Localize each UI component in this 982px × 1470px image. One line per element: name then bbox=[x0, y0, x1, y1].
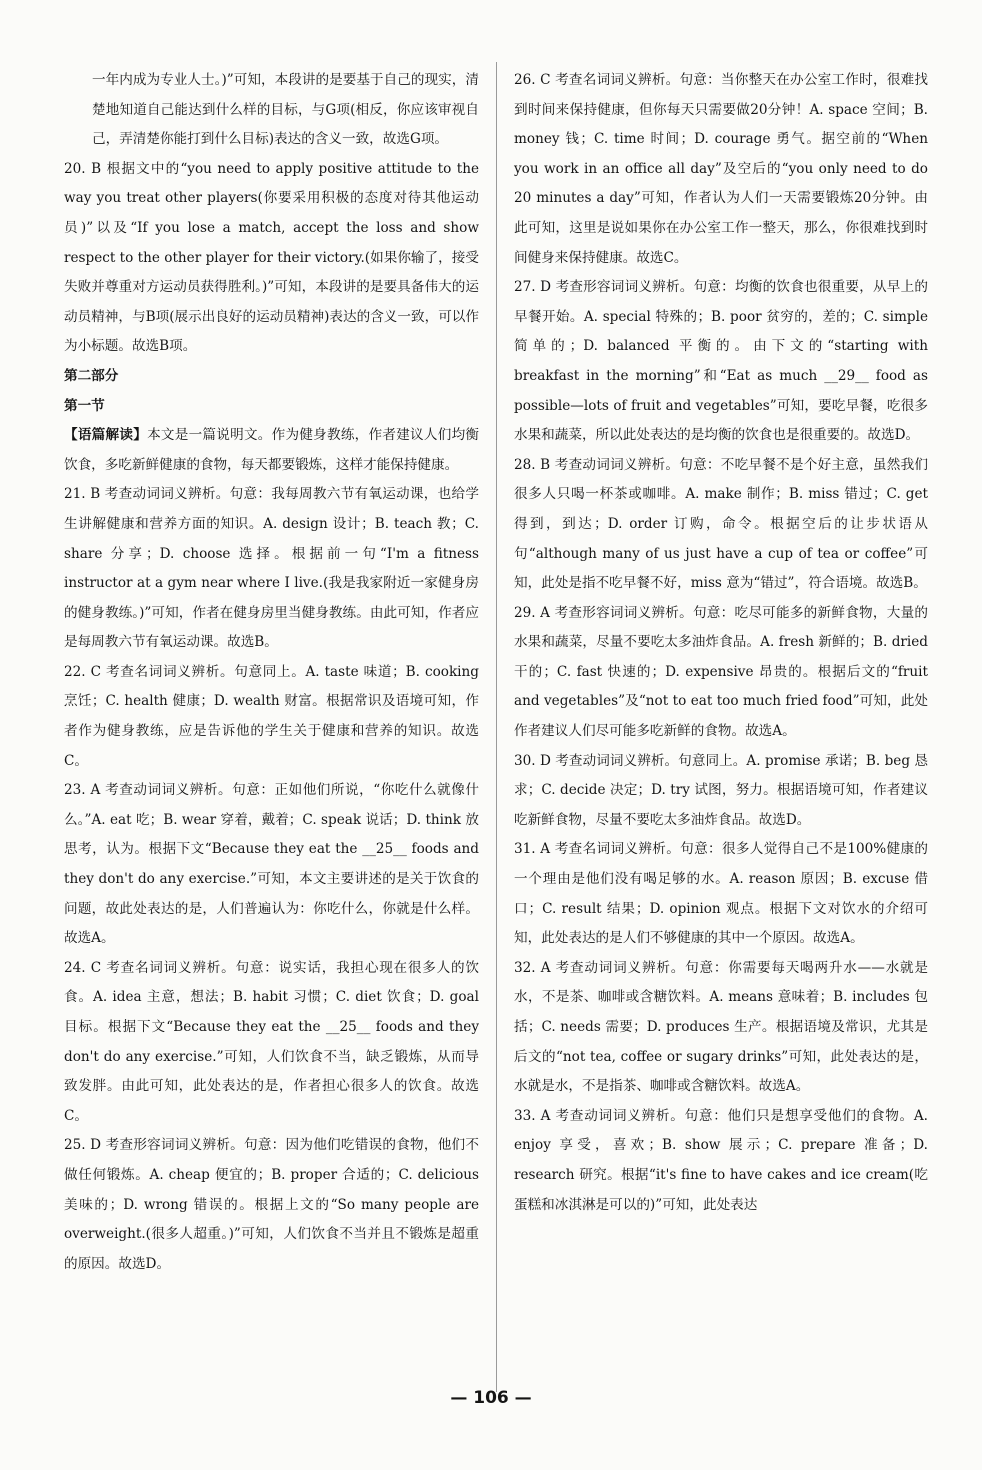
answer-26: 26. C 考查名词词义辨析。句意：当你整天在办公室工作时，很难找到时间来保持健康，但你每天只需要做20分钟！A. space 空间；B. money 钱；C. time 时间；D. courage 勇气。据空前的“When you work in an office all day”及空后的“you only need to do 20 minutes a day”可知，作者认为人们一天需要锻炼20分钟。由此可知，这里是说如果你在办公室工作一整天，那么，你很难找到时间健身来保持健康。故选C。 bbox=[514, 72, 928, 266]
section-heading-part2: 第二部分 bbox=[64, 367, 119, 384]
answer-25: 25. D 考查形容词词义辨析。句意：因为他们吃错误的食物，他们不做任何锻炼。A. cheap 便宜的；B. proper 合适的；C. delicious 美味的；D. wrong 错误的。根据上文的“So many people are overweight.(很多人超重。)”可知，人们饮食不当并且不锻炼是超重的原因。故选D。 bbox=[64, 1137, 479, 1272]
answer-24: 24. C 考查名词词义辨析。句意：说实话，我担心现在很多人的饮食。A. idea 主意，想法；B. habit 习惯；C. diet 饮食；D. goal 目标。根据下文“Because they eat the __25__ foods and they don't do any exercise.”可知，人们饮食不当，缺乏锻炼，从而导致发胖。由此可知，此处表达的是，作者担心很多人的饮食。故选C。 bbox=[64, 959, 479, 1124]
answer-21: 21. B 考查动词词义辨析。句意：我每周教六节有氧运动课，也给学生讲解健康和营养方面的知识。A. design 设计；B. teach 教；C. share 分享；D. choose 选择。根据前一句“I'm a fitness instructor at a gym near where I live.(我是我家附近一家健身房的健身教练。)”可知，作者在健身房里当健身教练。由此可知，作者应是每周教六节有氧运动课。故选B。 bbox=[64, 486, 479, 651]
section-heading-sec1: 第一节 bbox=[64, 397, 105, 414]
answer-22: 22. C 考查名词词义辨析。句意同上。A. taste 味道；B. cooking 烹饪；C. health 健康；D. wealth 财富。根据常识及语境可知，作者作为健身教练，应是告诉他的学生关于健康和营养的知识。故选C。 bbox=[64, 663, 479, 769]
answer-23: 23. A 考查动词词义辨析。句意：正如他们所说，“你吃什么就像什么。”A. eat 吃；B. wear 穿着，戴着；C. speak 说话；D. think 放思考，认为。根据下文“Because they eat the __25__ foods and they don't do any exercise.”可知，本文主要讲述的是关于饮食的问题，故此处表达的是，人们普遍认为：你吃什么，你就是什么样。故选A。 bbox=[64, 782, 479, 947]
page-number: — 106 — bbox=[450, 1388, 532, 1408]
analysis-text: 本文是一篇说明文。作为健身教练，作者建议人们均衡饮食，多吃新鲜健康的食物，每天都要锻炼，这样才能保持健康。 bbox=[64, 427, 480, 473]
analysis-tag: 【语篇解读】 bbox=[64, 427, 148, 444]
column-divider bbox=[496, 62, 497, 1392]
answer-28: 28. B 考查动词词义辨析。句意：不吃早餐不是个好主意，虽然我们很多人只喝一杯茶或咖啡。A. make 制作；B. miss 错过；C. get 得到，到达；D. order 订购，命令。根据空后的让步状语从句“although many of us just have a cup of tea or coffee”可知，此处是指不吃早餐不好，miss 意为“错过”，符合语境。故选B。 bbox=[514, 456, 928, 592]
right-column bbox=[514, 66, 928, 1220]
answer-30: 30. D 考查动词词义辨析。句意同上。A. promise 承诺；B. beg 恳求；C. decide 决定；D. try 试图，努力。根据语境可知，作者建议吃新鲜食物，尽量不要吃太多油炸食品。故选D。 bbox=[514, 752, 928, 828]
left-column bbox=[64, 66, 479, 1279]
answer-20: 20. B 根据文中的“you need to apply positive attitude to the way you treat other players(你要采用积极的态度对待其他运动员)”以及“If you lose a match, accept the loss and show respect to the other player for their victory.(如果你输了，接受失败并尊重对方运动员获得胜利。)”可知，本段讲的是要具备伟大的运动员精神，与B项(展示出良好的运动员精神)表达的含义一致，可以作为小标题。故选B项。 bbox=[64, 160, 479, 355]
answer-31: 31. A 考查名词词义辨析。句意：很多人觉得自己不是100%健康的一个理由是他们没有喝足够的水。A. reason 原因；B. excuse 借口；C. result 结果；D. opinion 观点。根据下文对饮水的介绍可知，此处表达的是人们不够健康的其中一个原因。故选A。 bbox=[514, 841, 928, 947]
answer-29: 29. A 考查形容词词义辨析。句意：吃尽可能多的新鲜食物，大量的水果和蔬菜，尽量不要吃太多油炸食品。A. fresh 新鲜的；B. dried 干的；C. fast 快速的；D. expensive 昂贵的。根据后文的“fruit and vegetables”及“not to eat too much fried food”可知，此处作者建议人们尽可能多吃新鲜的食物。故选A。 bbox=[514, 604, 928, 740]
answer-27: 27. D 考查形容词词义辨析。句意：均衡的饮食也很重要，从早上的早餐开始。A. special 特殊的；B. poor 贫穷的，差的；C. simple 简单的；D. balanced 平衡的。由下文的“starting with breakfast in the morning”和“Eat as much __29__ food as possible—lots of fruit and vegetables”可知，要吃早餐，吃很多水果和蔬菜，所以此处表达的是均衡的饮食也是很重要的。故选D。 bbox=[514, 279, 928, 444]
passage-analysis bbox=[64, 421, 479, 480]
paragraph-19-continued: 一年内成为专业人士。)”可知，本段讲的是要基于自己的现实，清楚地知道自己能达到什么样的目标，与G项(相反，你应该审视自己，弄清楚你能打到什么目标)表达的含义一致，故选G项。 bbox=[92, 72, 479, 148]
answer-32: 32. A 考查动词词义辨析。句意：你需要每天喝两升水——水就是水，不是茶、咖啡或含糖饮料。A. means 意味着；B. includes 包括；C. needs 需要；D. produces 生产。根据语境及常识，尤其是后文的“not tea, coffee or sugary drinks”可知，此处表达的是，水就是水，不是指茶、咖啡或含糖饮料。故选A。 bbox=[514, 959, 928, 1095]
answer-33: 33. A 考查动词词义辨析。句意：他们只是想享受他们的食物。A. enjoy 享受，喜欢；B. show 展示；C. prepare 准备；D. research 研究。根据“it's fine to have cakes and ice cream(吃蛋糕和冰淇淋是可以的)”可知，此处表达 bbox=[514, 1107, 928, 1213]
